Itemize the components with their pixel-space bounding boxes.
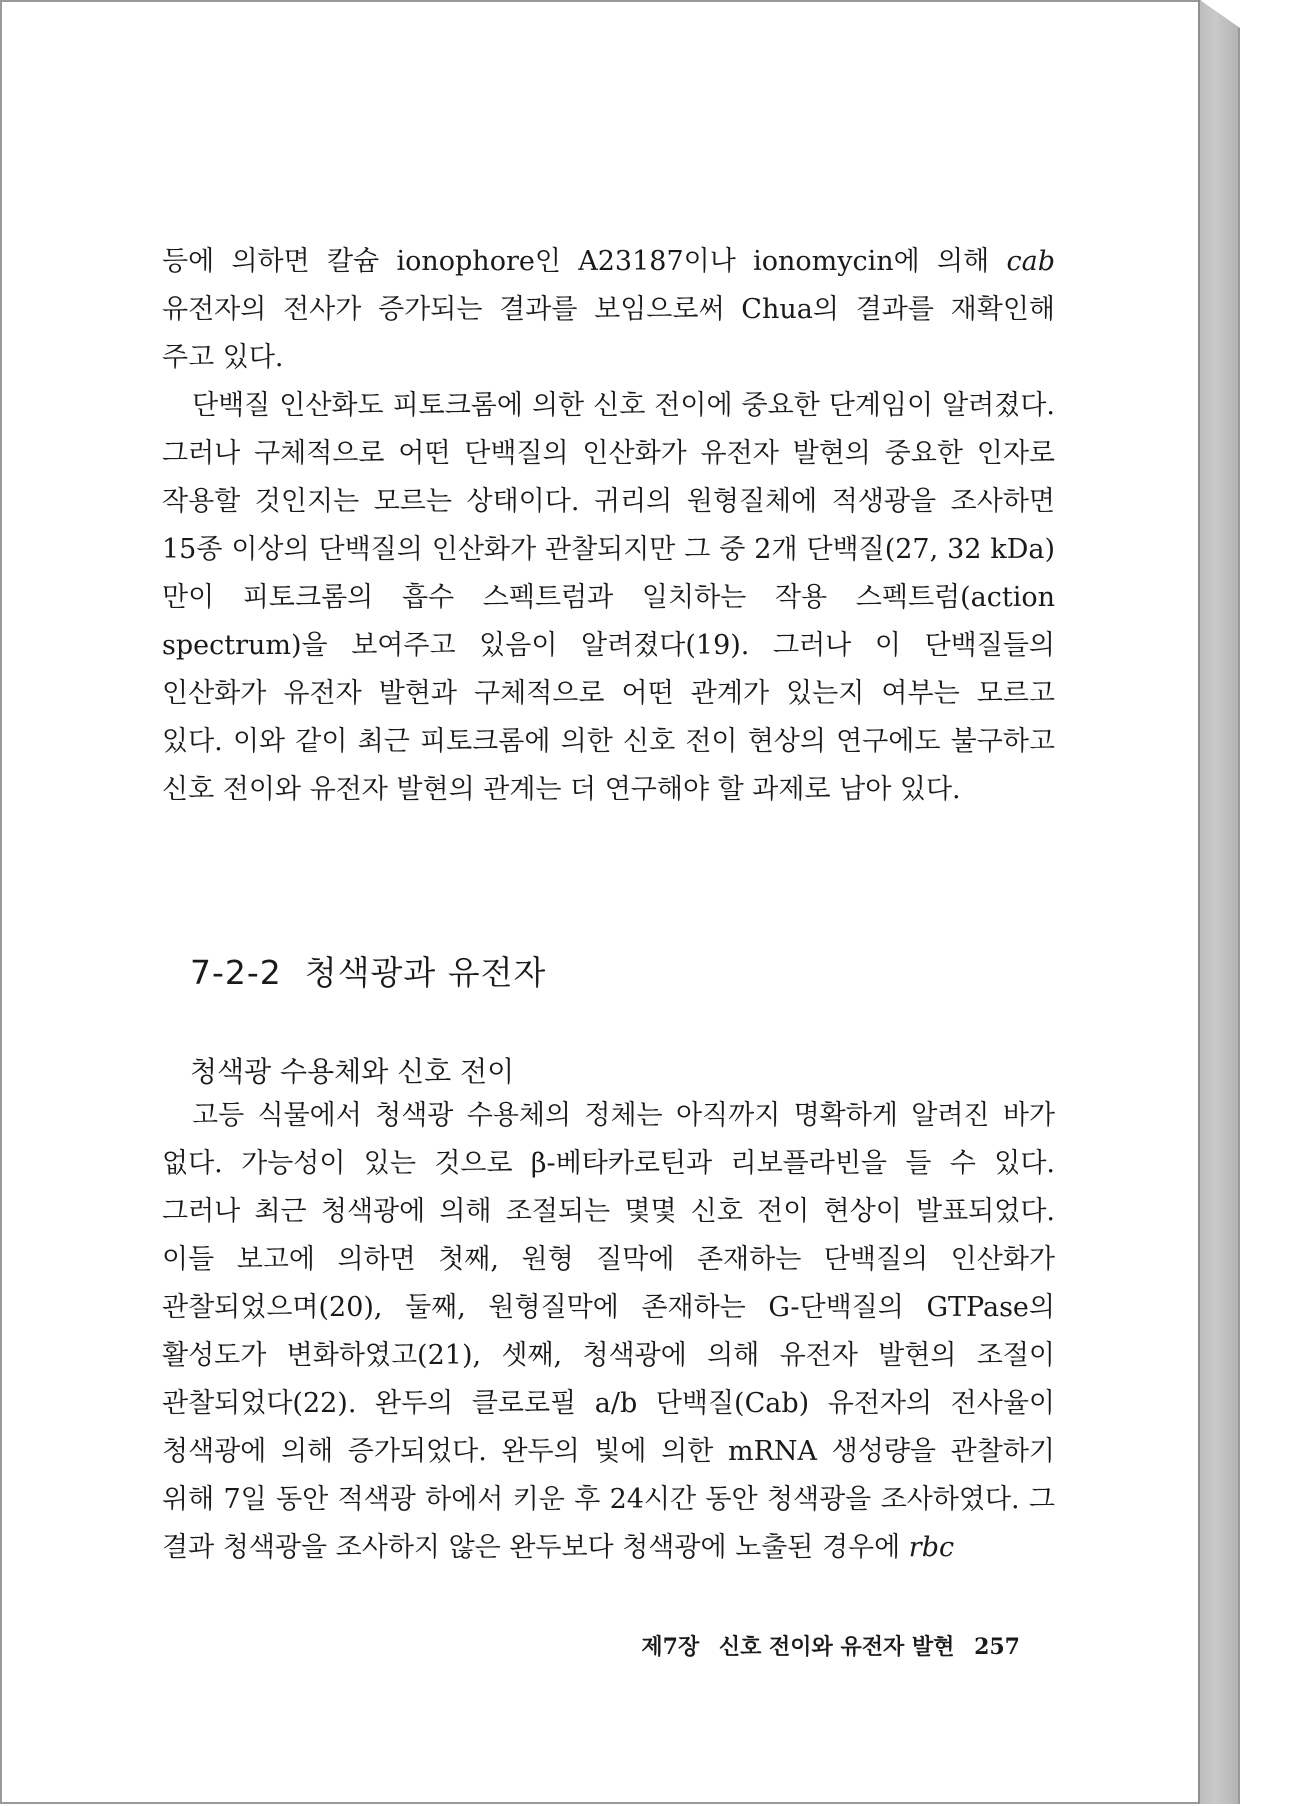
footer-chapter: 제7장 [641,1634,700,1660]
footer-title: 신호 전이와 유전자 발현 [718,1634,955,1660]
p1-segment: 등에 의하면 칼슘 ionophore인 A23187이나 ionomycin에 의해 [162,246,1007,277]
section-heading: 7-2-2 청색광과 유전자 [190,953,547,992]
p2-segment: 단백질 인산화도 피토크롬에 의한 신호 전이에 중요한 단계임이 알려졌다. 그러나 구체적으로 어떤 단백질의 인산화가 유전자 발현의 중요한 인자로 작용할 것인지는 모르는 상태이다. 귀리의 원형질체에 적생광을 조사하면 15종 이상의 단백질의 인산화가 관찰되지만 그 중 2개 단백질(27, 32 kDa)만이 피토크롬의 흡수 스펙트럼과 일치하는 작용 스펙트럼(action spectrum)을 보여주고 있음이 알려졌다(19). 그러나 이 단백질들의 인산화가 유전자 발현과 구체적으로 어떤 관계가 있는지 여부는 모르고 있다. 이와 같이 최근 피토크롬에 의한 신호 전이 현상의 연구에도 불구하고 신호 전이와 유전자 발현의 관계는 더 연구해야 할 과제로 남아 있다. [162,390,1055,805]
p1-segment: cab [1006,246,1055,277]
page-footer [2,1630,1020,1661]
paragraph-1 [162,238,1055,382]
body-text-top [162,238,1055,814]
p3-segment: rbc [908,1532,955,1563]
paragraph-2 [162,382,1055,814]
body-text-bottom [162,1092,1055,1572]
paragraph-3 [162,1092,1055,1572]
book-spine [1200,0,1240,1804]
page-number: 257 [974,1634,1020,1660]
p1-segment: 유전자의 전사가 증가되는 결과를 보임으로써 Chua의 결과를 재확인해 주고 있다. [162,294,1055,373]
p3-segment: 고등 식물에서 청색광 수용체의 정체는 아직까지 명확하게 알려진 바가 없다. 가능성이 있는 것으로 β-베타카로틴과 리보플라빈을 들 수 있다. 그러나 최근 청색광에 의해 조절되는 몇몇 신호 전이 현상이 발표되었다. 이들 보고에 의하면 첫째, 원형 질막에 존재하는 단백질의 인산화가 관찰되었으며(20), 둘째, 원형질막에 존재하는 G-단백질의 GTPase의 활성도가 변화하였고(21), 셋째, 청색광에 의해 유전자 발현의 조절이 관찰되었다(22). 완두의 클로로필 a/b 단백질(Cab) 유전자의 전사율이 청색광에 의해 증가되었다. 완두의 빛에 의한 mRNA 생성량을 관찰하기 위해 7일 동안 적색광 하에서 키운 후 24시간 동안 청색광을 조사하였다. 그 결과 청색광을 조사하지 않은 완두보다 청색광에 노출된 경우에 [162,1100,1055,1563]
subsection-heading: 청색광 수용체와 신호 전이 [190,1055,515,1088]
